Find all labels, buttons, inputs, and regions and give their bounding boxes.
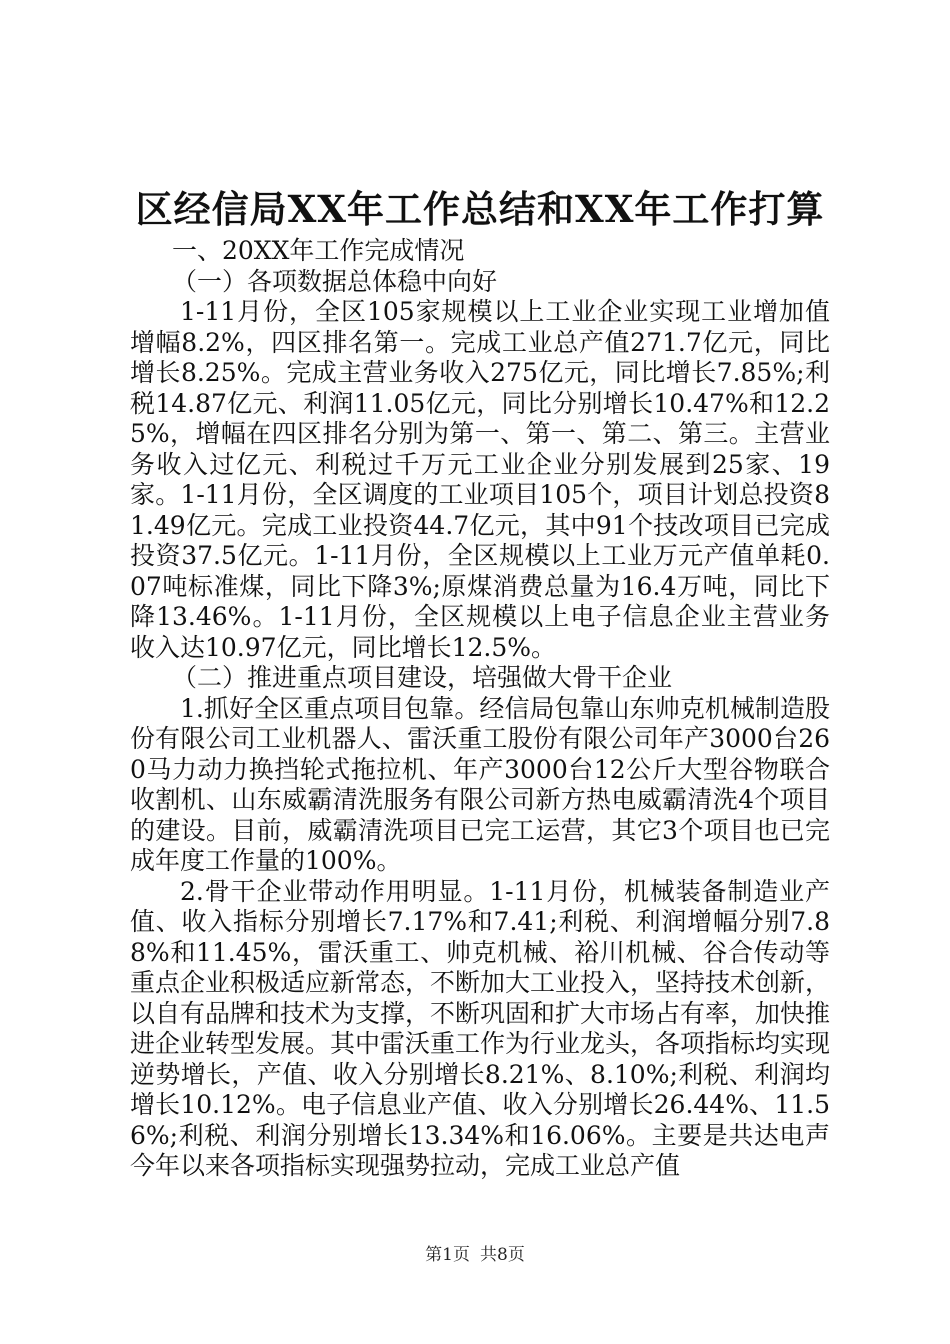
subsection-heading: （一）各项数据总体稳中向好 <box>172 266 498 296</box>
page-number: 第1页 <box>425 1245 470 1265</box>
paragraph: 2.骨干企业带动作用明显。1-11月份，机械装备制造业产值、收入指标分别增长7.17%和7.41;利税、利润增幅分别7.88%和11.45%，雷沃重工、帅克机械、裕川机械、谷合传动等重点企业积极适应新常态，不断加大工业投入，坚持技术创新，以自有品牌和技术为支撑，不断巩固和扩大市场占有率，加快推进企业转型发展。其中雷沃重工作为行业龙头，各项指标均实现逆势增长，产值、收入分别增长8.21%、8.10%;利税、利润均增长10.12%。电子信息业产值、收入分别增长26.44%、11.56%;利税、利润分别增长13.34%和16.06%。主要是共达电声今年以来各项指标实现强势拉动，完成工业总产值 <box>130 876 831 1180</box>
section-heading: 一、20XX年工作完成情况 <box>172 236 465 265</box>
paragraph: 1.抓好全区重点项目包靠。经信局包靠山东帅克机械制造股份有限公司工业机器人、雷沃重工股份有限公司年产3000台260马力动力换挡轮式拖拉机、年产3000台12公斤大型谷物联合收割机、山东威霸清洗服务有限公司新方热电威霸清洗4个项目的建设。目前，威霸清洗项目已完工运营，其它3个项目也已完成年度工作量的100%。 <box>130 693 830 875</box>
paragraph: 1-11月份，全区105家规模以上工业企业实现工业增加值增幅8.2%，四区排名第一。完成工业总产值271.7亿元，同比增长8.25%。完成主营业务收入275亿元，同比增长7.85%;利税14.87亿元、利润11.05亿元，同比分别增长10.47%和12.25%，增幅在四区排名分别为第一、第一、第二、第三。主营业务收入过亿元、利税过千万元工业企业分别发展到25家、19家。1-11月份，全区调度的工业项目105个，项目计划总投资81.49亿元。完成工业投资44.7亿元，其中91个技改项目已完成投资37.5亿元。1-11月份，全区规模以上工业万元产值单耗0.07吨标准煤，同比下降3%;原煤消费总量为16.4万吨，同比下降13.46%。1-11月份，全区规模以上电子信息企业主营业务收入达10.97亿元，同比增长12.5%。 <box>130 297 830 662</box>
page-total: 共8页 <box>480 1245 525 1265</box>
document-title: 区经信局XX年工作总结和XX年工作打算 <box>135 187 825 231</box>
document-body <box>130 182 830 1182</box>
subsection-heading: （二）推进重点项目建设，培强做大骨干企业 <box>172 663 673 692</box>
page-footer <box>0 1244 950 1266</box>
